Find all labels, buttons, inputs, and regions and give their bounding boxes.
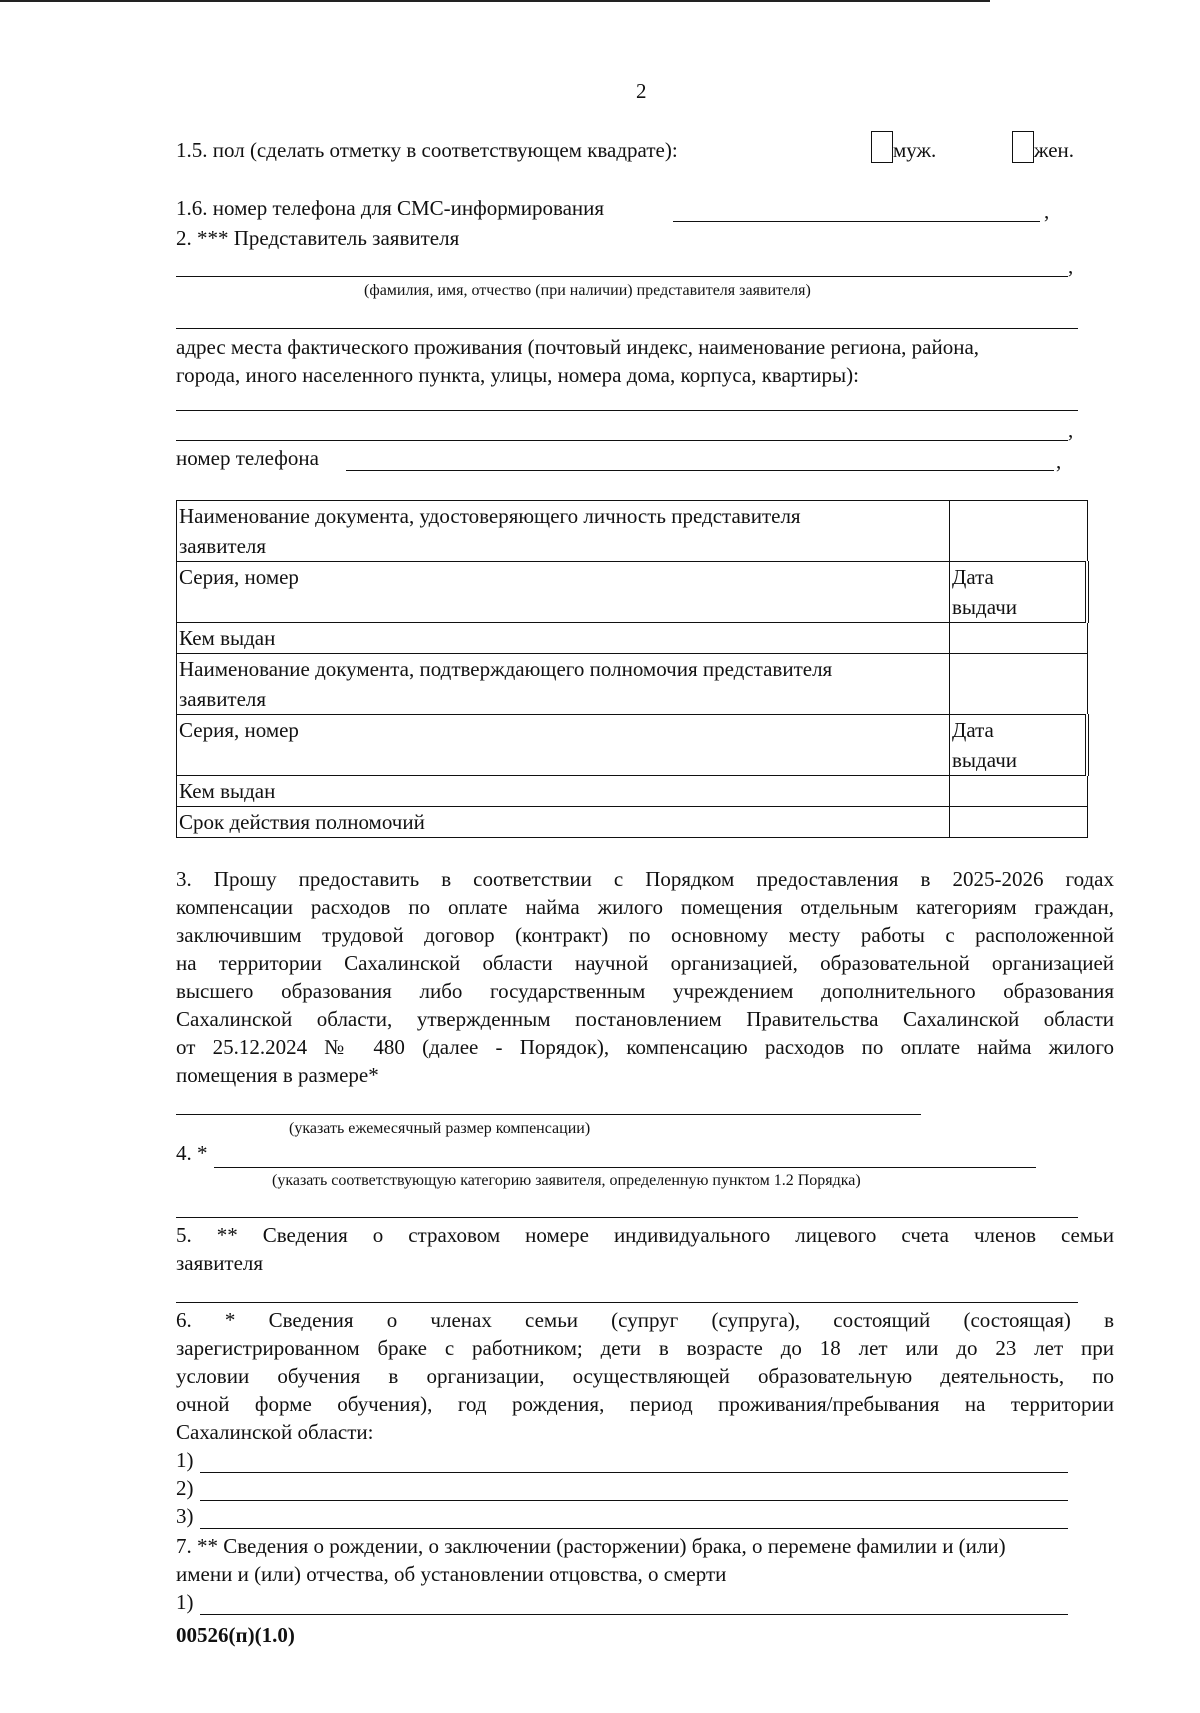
family-member-3-field[interactable] [200,1528,1068,1529]
issue-date-cell[interactable]: Дата выдачи [950,562,1088,623]
applicant-category-caption: (указать соответствующую категорию заявителя, определенную пунктом 1.2 Порядка) [272,1172,861,1189]
section3-line-2: компенсации расходов по оплате найма жилого помещения отдельным категориям граждан, [176,895,1114,919]
issue-date-cell-2[interactable]: Дата выдачи [950,715,1088,776]
validity-value[interactable] [950,807,1088,838]
section5-line-2: заявителя [176,1251,264,1275]
comma: , [1056,449,1062,473]
section3-line-5: высшего образования либо государственным учреждением дополнительного образования [176,979,1114,1003]
rep-documents-table [176,500,1089,838]
rep-name-field-2[interactable] [176,328,1078,329]
section6-line-2: зарегистрированном браке с работником; дети в возрасте до 18 лет или до 23 лет при [176,1336,1114,1360]
issued-by-value[interactable] [950,623,1088,654]
civil-record-1-label: 1) [176,1590,194,1614]
issued-by-value-2[interactable] [950,776,1088,807]
male-checkbox[interactable] [871,131,893,163]
address-field-2[interactable] [176,440,1068,441]
female-checkbox[interactable] [1012,131,1034,163]
comma: , [1068,254,1074,278]
address-label-line2: города, иного населенного пункта, улицы, номера дома, корпуса, квартиры): [176,363,859,387]
gender-label: 1.5. пол (сделать отметку в соответствующем квадрате): [176,138,678,162]
section7-line-1: 7. ** Сведения о рождении, о заключении (расторжении) брака, о перемене фамилии и (или) [176,1534,1006,1558]
section3-line-7: от 25.12.2024 № 480 (далее - Порядок), компенсацию расходов по оплате найма жилого [176,1035,1114,1059]
section3-line-1: 3. Прошу предоставить в соответствии с Порядком предоставления в 2025-2026 годах [176,867,1114,891]
section6-line-5: Сахалинской области: [176,1420,374,1444]
family-member-3-label: 3) [176,1504,194,1528]
issued-by-label: Кем выдан [177,623,950,654]
civil-record-1-field[interactable] [200,1614,1068,1615]
family-member-2-label: 2) [176,1476,194,1500]
sms-phone-field[interactable] [673,221,1040,222]
rep-name-field[interactable] [176,276,1068,277]
applicant-category-field[interactable] [214,1167,1036,1168]
section4-label: 4. * [176,1141,208,1165]
family-member-2-field[interactable] [200,1500,1068,1501]
compensation-amount-field[interactable] [176,1114,921,1115]
family-member-1-label: 1) [176,1448,194,1472]
section6-line-1: 6. * Сведения о членах семьи (супруг (супруга), состоящий (состоящая) в [176,1308,1114,1332]
series-number-label: Серия, номер [177,562,950,623]
rep-name-caption: (фамилия, имя, отчество (при наличии) представителя заявителя) [364,282,811,299]
auth-doc-label: Наименование документа, подтверждающего полномочия представителя заявителя [177,654,950,715]
address-label-line1: адрес места фактического проживания (почтовый индекс, наименование региона, района, [176,335,980,359]
family-member-1-field[interactable] [200,1472,1068,1473]
rep-phone-field[interactable] [346,470,1054,471]
section5-line-1: 5. ** Сведения о страховом номере индивидуального лицевого счета членов семьи [176,1223,1114,1247]
compensation-caption: (указать ежемесячный размер компенсации) [289,1120,591,1137]
id-doc-label: Наименование документа, удостоверяющего личность представителя заявителя [177,501,950,562]
comma: , [1068,418,1074,442]
section6-line-4: очной форме обучения), год рождения, период проживания/пребывания на территории [176,1392,1114,1416]
sms-phone-label: 1.6. номер телефона для СМС-информирования [176,196,605,220]
series-number-label-2: Серия, номер [177,715,950,776]
section3-line-6: Сахалинской области, утвержденным постановлением Правительства Сахалинской области [176,1007,1114,1031]
section3-line-8: помещения в размере* [176,1063,379,1087]
auth-doc-value[interactable] [950,654,1088,715]
scan-edge-mark [0,0,990,2]
applicant-category-field-2[interactable] [176,1217,1078,1218]
issued-by-label-2: Кем выдан [177,776,950,807]
id-doc-value[interactable] [950,501,1088,562]
page-number: 2 [636,79,647,103]
section3-line-3: заключившим трудовой договор (контракт) по основному месту работы с расположенной [176,923,1114,947]
snils-field[interactable] [176,1302,1078,1303]
validity-label: Срок действия полномочий [177,807,950,838]
comma: , [1044,199,1050,223]
male-label: муж. [893,138,937,162]
form-code: 00526(п)(1.0) [176,1623,295,1647]
female-label: жен. [1034,138,1075,162]
rep-phone-label: номер телефона [176,446,319,470]
section6-line-3: условии обучения в организации, осуществляющей образовательную деятельность, по [176,1364,1114,1388]
section2-heading: 2. *** Представитель заявителя [176,226,460,250]
section7-line-2: имени и (или) отчества, об установлении отцовства, о смерти [176,1562,727,1586]
address-field-1[interactable] [176,410,1078,411]
section3-line-4: на территории Сахалинской области научной организацией, образовательной организацией [176,951,1114,975]
